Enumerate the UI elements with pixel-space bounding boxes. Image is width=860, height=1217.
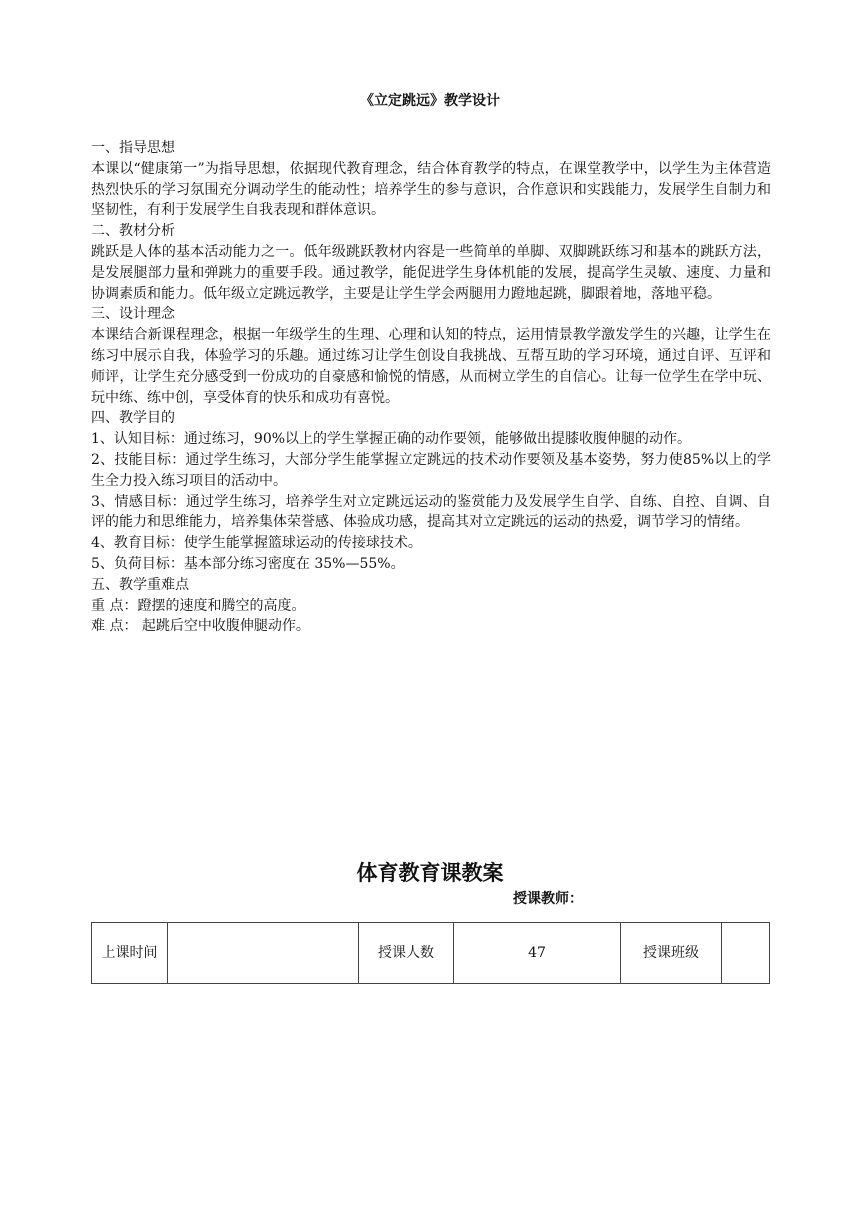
class-label: 授课班级 [621, 923, 722, 984]
paragraph: 5、负荷目标：基本部分练习密度在 35%—55%。 [91, 555, 405, 572]
class-time-value [168, 923, 359, 984]
paragraph: 本课以“健康第一”为指导思想，依据现代教育理念，结合体育教学的特点，在课堂教学中，以学生为主体营造热烈快乐的学习氛围充分调动学生的能动性；培养学生的参与意识，合作意识和实践能力，发展学生自制力和坚韧性，有利于发展学生自我表现和群体意识。 [91, 160, 771, 219]
lesson-info-table [91, 922, 770, 984]
paragraph: 4、教育目标：使学生能掌握篮球运动的传接球技术。 [91, 535, 422, 552]
section-heading: 五、教学重难点 [91, 576, 189, 593]
table-row [92, 923, 770, 984]
paragraph: 难 点： 起跳后空中收腹伸腿动作。 [91, 618, 310, 635]
lesson-plan-title: 体育教育课教案 [356, 861, 504, 885]
students-label: 授课人数 [359, 923, 454, 984]
students-value: 47 [454, 923, 621, 984]
paragraph: 3、情感目标：通过学生练习，培养学生对立定跳远运动的鉴赏能力及发展学生自学、自练、自控、自调、自评的能力和思维能力，培养集体荣誉感、体验成功感，提高其对立定跳远的运动的热爱，调节学习的情绪。 [91, 493, 771, 531]
paragraph: 重 点：蹬摆的速度和腾空的高度。 [91, 597, 306, 614]
class-value [722, 923, 770, 984]
paragraph: 跳跃是人体的基本活动能力之一。低年级跳跃教材内容是一些简单的单脚、双脚跳跃练习和基本的跳跃方法，是发展腿部力量和弹跳力的重要手段。通过教学，能促进学生身体机能的发展，提高学生灵敏、速度、力量和协调素质和能力。低年级立定跳远教学，主要是让学生学会两腿用力蹬地起跳，脚跟着地，落地平稳。 [91, 243, 771, 302]
section-heading: 一、指导思想 [91, 140, 175, 156]
teacher-label: 授课教师： [513, 891, 583, 907]
section-heading: 二、教材分析 [91, 223, 175, 240]
paragraph: 2、技能目标：通过学生练习，大部分学生能掌握立定跳远的技术动作要领及基本姿势，努力使85%以上的学生全力投入练习项目的活动中。 [91, 451, 771, 489]
section-heading: 三、设计理念 [91, 306, 175, 323]
section-heading: 四、教学目的 [91, 410, 175, 427]
document-title: 《立定跳远》教学设计 [360, 93, 500, 109]
document-body [91, 138, 771, 637]
class-time-label: 上课时间 [92, 923, 168, 984]
paragraph: 本课结合新课程理念，根据一年级学生的生理、心理和认知的特点，运用情景教学激发学生的兴趣，让学生在练习中展示自我，体验学习的乐趣。通过练习让学生创设自我挑战、互帮互助的学习环境，通过自评、互评和师评，让学生充分感受到一份成功的自豪感和愉悦的情感，从而树立学生的自信心。让每一位学生在学中玩、玩中练、练中创，享受体育的快乐和成功有喜悦。 [91, 327, 771, 406]
paragraph: 1、认知目标：通过练习，90%以上的学生掌握正确的动作要领，能够做出提膝收腹伸腿的动作。 [91, 431, 692, 448]
